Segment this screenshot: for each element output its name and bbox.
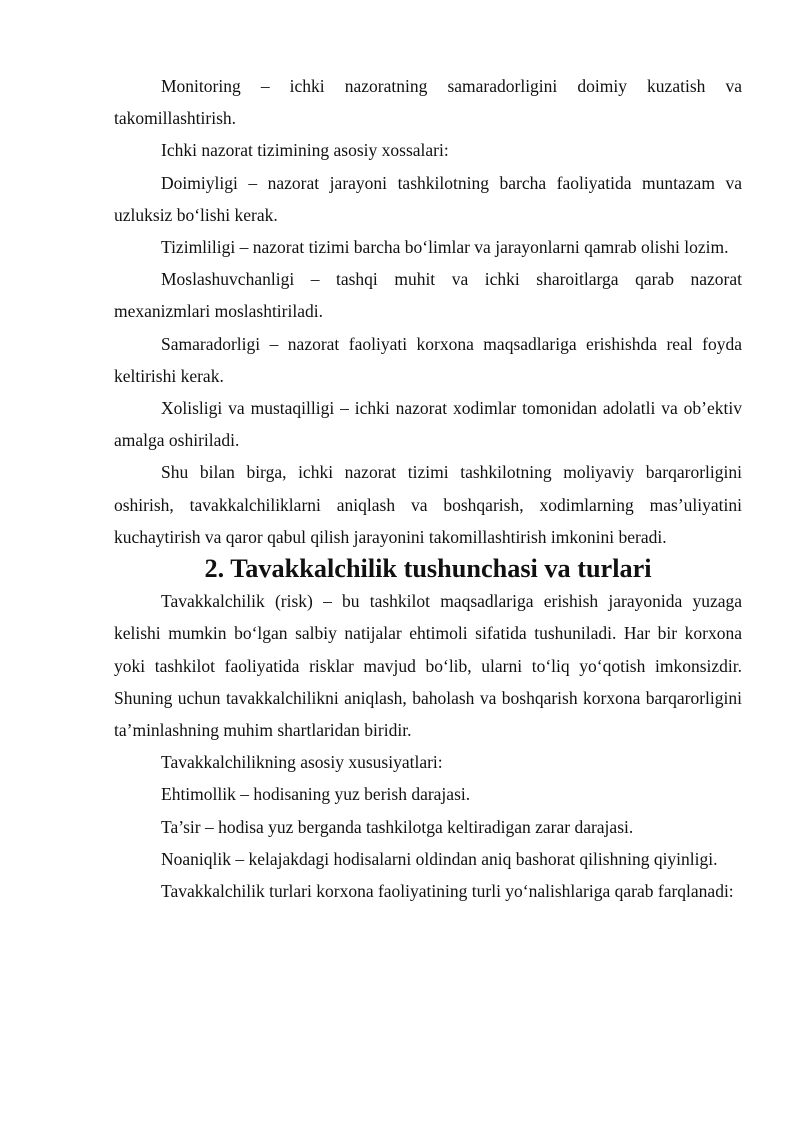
paragraph-flexibility: Moslashuvchanligi – tashqi muhit va ichki sharoitlarga qarab nazorat mexanizmlari moslashtiriladi. xyxy=(114,269,742,322)
paragraph-risk-types: Tavakkalchilik turlari korxona faoliyatining turli yo‘nalishlariga qarab farqlanadi: xyxy=(161,881,734,902)
paragraph-uncertainty: Noaniqlik – kelajakdagi hodisalarni oldindan aniq bashorat qilishning qiyinligi. xyxy=(161,848,718,869)
paragraph-monitoring: Monitoring – ichki nazoratning samaradorligini doimiy kuzatish va takomillashtirish. xyxy=(114,76,742,129)
paragraph-systematic: Tizimliligi – nazorat tizimi barcha bo‘limlar va jarayonlarni qamrab olishi lozim. xyxy=(161,237,729,258)
paragraph-objectivity: Xolisligi va mustaqilligi – ichki nazorat xodimlar tomonidan adolatli va ob’ektiv amalga oshiriladi. xyxy=(114,398,742,451)
paragraph-summary: Shu bilan birga, ichki nazorat tizimi tashkilotning moliyaviy barqarorligini oshirish, tavakkalchiliklarni aniqlash va boshqarish, xodimlarning mas’uliyatini kuchaytirish va qaror qabul qilish jarayonini takomillashtirish imkonini beradi. xyxy=(114,462,742,547)
document-page xyxy=(114,70,742,907)
paragraph-continuity: Doimiyligi – nazorat jarayoni tashkilotning barcha faoliyatida muntazam va uzluksiz bo‘lishi kerak. xyxy=(114,172,742,225)
paragraph-risk-definition: Tavakkalchilik (risk) – bu tashkilot maqsadlariga erishish jarayonida yuzaga kelishi mumkin bo‘lgan salbiy natijalar ehtimoli sifatida tushuniladi. Har bir korxona yoki tashkilot faoliyatida risklar mavjud bo‘lib, ularni to‘liq yo‘qotish imkonsizdir. Shuning uchun tavakkalchilikni aniqlash, baholash va boshqarish korxona barqarorligini ta’minlashning muhim shartlaridan biridir. xyxy=(114,591,742,741)
paragraph-properties-intro: Ichki nazorat tizimining asosiy xossalari: xyxy=(161,140,449,161)
paragraph-risk-features-intro: Tavakkalchilikning asosiy xususiyatlari: xyxy=(161,752,443,773)
paragraph-impact: Ta’sir – hodisa yuz berganda tashkilotga keltiradigan zarar darajasi. xyxy=(161,816,634,837)
paragraph-efficiency: Samaradorligi – nazorat faoliyati korxona maqsadlariga erishishda real foyda keltirishi kerak. xyxy=(114,333,742,386)
section-heading: 2. Tavakkalchilik tushunchasi va turlari xyxy=(204,554,652,584)
paragraph-probability: Ehtimollik – hodisaning yuz berish darajasi. xyxy=(161,784,471,805)
